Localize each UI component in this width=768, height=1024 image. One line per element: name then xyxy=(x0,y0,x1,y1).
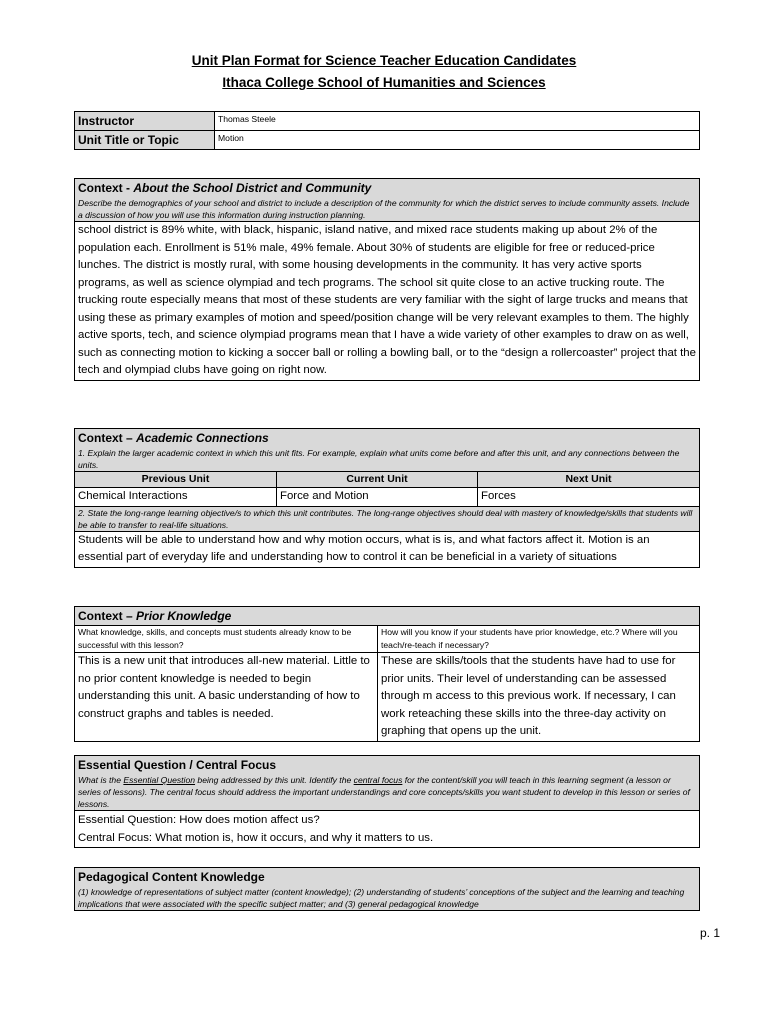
academic-title: Context – Academic Connections xyxy=(78,431,269,445)
community-body: school district is 89% white, with black, hispanic, island native, and mixed race students making up about 2% of the population each. Enrollment is 51% male, 49% female. About 30% of students are eligible for free or reduced-price lunches. The district is mostly rural, with some housing developments in the community. It has very active sports programs, as well as science olympiad and tech programs. The school sit quite close to an active trucking route. The trucking route especially means that most of these students are very familiar with the sight of large trucks and means that using these as primary examples of motion and speed/position change will be very relevant examples to them. The highly active sports, tech, and science olympiad programs mean that I have a wide variety of other examples to draw on as well, such as connecting motion to kicking a soccer ball or rolling a bowling ball, or to the “design a rollercoaster” project that the tech and olympiad clubs have going on right now. xyxy=(75,222,700,381)
objective-description: 2. State the long-range learning objective/s to which this unit contributes. The long-range objectives should deal with mastery of knowledge/skills that students will be able to transfer to real-life situations. xyxy=(78,507,693,530)
essential-header xyxy=(75,756,700,811)
pck-header xyxy=(75,868,700,911)
instructor-value: Thomas Steele xyxy=(215,112,700,131)
pck-description: (1) knowledge of representations of subject matter (content knowledge); (2) understanding of students’ conceptions of the subject and the learning and teaching implications that were associated with the specific subject matter; and (3) general pedagogical knowledge xyxy=(78,887,685,909)
prior-answer-right: These are skills/tools that the students have had to use for prior units. Their level of understanding can be assessed through m access to this previous work. If necessary, I can work reteaching these skills into the three-day activity on graphing that opens up the unit. xyxy=(378,653,700,742)
current-unit-value: Force and Motion xyxy=(277,488,478,507)
page-number: p. 1 xyxy=(699,926,720,940)
document-subtitle: Ithaca College School of Humanities and Sciences xyxy=(222,75,546,90)
next-unit-header: Next Unit xyxy=(478,472,700,488)
objective-body: Students will be able to understand how and why motion occurs, what is is, and what factors affect it. Motion is an essential part of everyday life and understanding how to control it can be beneficial in a variety of situations xyxy=(75,531,700,567)
previous-unit-value: Chemical Interactions xyxy=(75,488,277,507)
previous-unit-header: Previous Unit xyxy=(75,472,277,488)
community-section xyxy=(74,178,700,381)
document-title: Unit Plan Format for Science Teacher Education Candidates xyxy=(191,53,577,68)
pck-section xyxy=(74,867,700,911)
next-unit-value: Forces xyxy=(478,488,700,507)
objective-header xyxy=(75,506,700,531)
prior-question-left: What knowledge, skills, and concepts must students already know to be successful with this lesson? xyxy=(75,626,378,653)
prior-knowledge-header xyxy=(75,607,700,626)
pck-title: Pedagogical Content Knowledge xyxy=(78,870,265,884)
community-header xyxy=(75,179,700,222)
document-titles xyxy=(0,50,768,94)
prior-knowledge-title: Context – Prior Knowledge xyxy=(78,609,232,623)
info-table xyxy=(74,111,700,150)
unit-title-label: Unit Title or Topic xyxy=(75,131,215,150)
essential-question-section xyxy=(74,755,700,848)
unit-title-value: Motion xyxy=(215,131,700,150)
essential-title: Essential Question / Central Focus xyxy=(78,758,277,772)
essential-body xyxy=(75,811,700,848)
instructor-label: Instructor xyxy=(75,112,215,131)
academic-header xyxy=(75,429,700,472)
prior-knowledge-section xyxy=(74,606,700,742)
essential-question-text: Essential Question: How does motion affect us? xyxy=(78,814,320,826)
prior-answer-left: This is a new unit that introduces all-new material. Little to no prior content knowledge is needed to begin understanding this unit. A basic understanding of how to construct graphs and tables is needed. xyxy=(75,653,378,742)
community-title: Context - About the School District and Community xyxy=(78,181,372,195)
academic-description: 1. Explain the larger academic context in which this unit fits. For example, explain what units come before and after this unit, and any connections between the units. xyxy=(78,448,680,470)
central-focus-text: Central Focus: What motion is, how it occurs, and why it matters to us. xyxy=(78,832,434,844)
current-unit-header: Current Unit xyxy=(277,472,478,488)
prior-question-right: How will you know if your students have prior knowledge, etc.? Where will you teach/re-teach if necessary? xyxy=(378,626,700,653)
community-description: Describe the demographics of your school and district to include a description of the community for which the district serves to include community assets. Include a discussion of how you will use this information during instruction planning. xyxy=(78,198,690,220)
academic-section xyxy=(74,428,700,568)
essential-description: What is the Essential Question being addressed by this unit. Identify the central focus for the content/skill you will teach in this learning segment (a lesson or series of lessons). The central focus should address the important understandings and core concepts/skills you want student to develop in this lesson or series of lessons. xyxy=(78,775,690,809)
